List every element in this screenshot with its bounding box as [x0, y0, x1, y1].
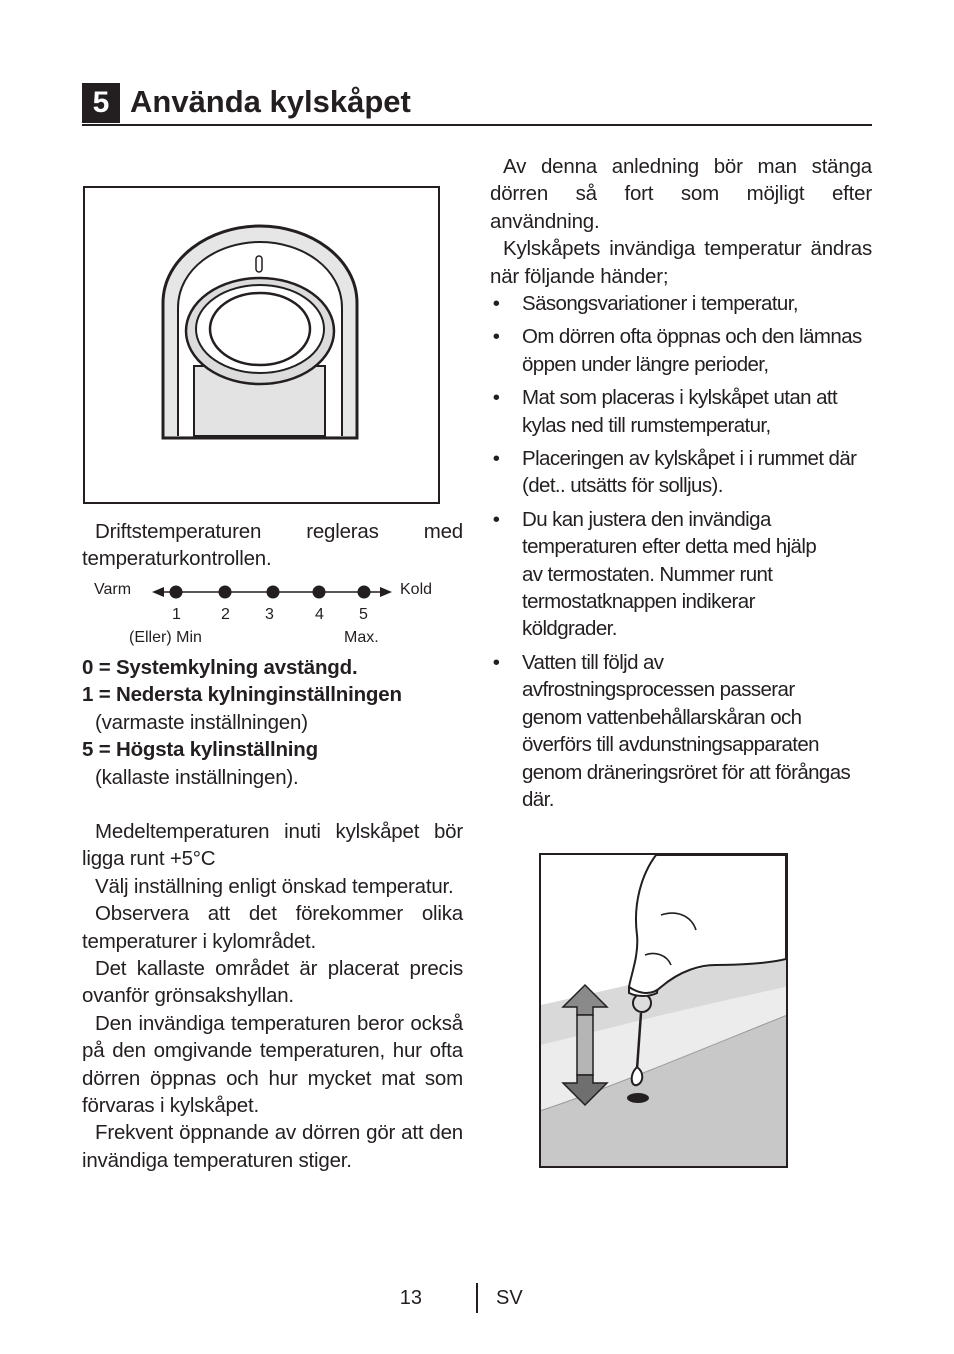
scale-cold-label: Kold: [400, 581, 433, 598]
legend-item-0: 0 = Systemkylning avstängd.: [82, 656, 358, 679]
scale-warm-label: Varm: [94, 581, 132, 598]
scale-dot: [313, 586, 326, 599]
body-paragraph: Medeltemperaturen inuti kylskåpet bör ligga runt +5°C: [82, 820, 463, 871]
bullet-icon: •: [492, 447, 500, 471]
scale-tick: 5: [359, 606, 368, 623]
intro-paragraph: Driftstemperaturen regleras med temperaturkontrollen.: [82, 520, 463, 571]
thermostat-figure: [83, 186, 440, 504]
scale-tick: 4: [315, 606, 324, 623]
bullet-icon: •: [492, 650, 500, 674]
bullet-icon: •: [492, 292, 500, 315]
language-code: SV: [496, 1287, 523, 1309]
bullet-icon: •: [492, 507, 500, 531]
scale-tick: 1: [172, 606, 181, 623]
thermostat-knob-illustration: [85, 188, 438, 502]
left-body-text: [82, 818, 463, 1174]
legend-item-5-sub: (kallaste inställningen).: [95, 765, 299, 789]
list-item: • Säsongsvariationer i temperatur,: [490, 290, 872, 317]
legend-item-5: 5 = Högsta kylinställning: [82, 738, 318, 762]
scale-dot: [219, 586, 232, 599]
setting-legend: [82, 654, 463, 791]
scale-max-label: Max.: [344, 629, 379, 646]
list-item: • Placeringen av kylskåpet i i rummet där (det.. utsätts för solljus).: [490, 445, 872, 500]
drain-cleaning-illustration: [541, 855, 786, 1166]
section-number: 5: [82, 83, 120, 123]
body-paragraph: Den invändiga temperaturen beror också på den omgivande temperaturen, hur ofta dörren öppnas och hur mycket mat som förvaras i kylskåpet.: [82, 1011, 463, 1118]
page-number: 13: [399, 1287, 422, 1309]
section-title: Använda kylskåpet: [130, 84, 411, 119]
body-paragraph: Välj inställning enligt önskad temperatur.: [95, 874, 454, 898]
body-paragraph: Kylskåpets invändiga temperatur ändras när följande händer;: [490, 237, 872, 288]
bullet-icon: •: [492, 386, 500, 410]
scale-dot: [267, 586, 280, 599]
legend-item-1: 1 = Nedersta kylninginställningen: [82, 683, 402, 707]
body-paragraph: Frekvent öppnande av dörren gör att den invändiga temperaturen stiger.: [82, 1121, 463, 1172]
scale-tick: 2: [221, 606, 230, 623]
legend-item-1-sub: (varmaste inställningen): [95, 710, 308, 734]
drain-cleaning-figure: [539, 853, 788, 1168]
arrow-left-icon: [152, 587, 164, 597]
body-paragraph: Av denna anledning bör man stänga dörren så fort som möjligt efter användning.: [490, 155, 872, 233]
list-item: • Du kan justera den invändiga temperaturen efter detta med hjälp av termostaten. Nummer runt termostatknappen indikerar köldgrader.: [490, 506, 872, 643]
bullet-icon: •: [492, 325, 500, 349]
bullet-list: [490, 290, 872, 819]
section-header: [82, 80, 872, 126]
temperature-scale: [82, 578, 463, 650]
body-paragraph: Observera att det förekommer olika temperaturer i kylområdet.: [82, 902, 463, 953]
list-item: • Mat som placeras i kylskåpet utan att kylas ned till rumstemperatur,: [490, 384, 872, 439]
scale-dot: [170, 586, 183, 599]
list-item: • Om dörren ofta öppnas och den lämnas öppen under längre perioder,: [490, 323, 872, 378]
arrow-right-icon: [380, 587, 392, 597]
scale-dot: [358, 586, 371, 599]
body-paragraph: Det kallaste området är placerat precis ovanför grönsakshyllan.: [82, 957, 463, 1008]
scale-min-label: (Eller) Min: [129, 629, 202, 646]
footer-divider: [476, 1283, 478, 1313]
scale-tick: 3: [265, 606, 274, 623]
scale-line: [150, 582, 394, 602]
right-body-text: [490, 153, 872, 290]
list-item: • Vatten till följd av avfrostningsprocessen passerar genom vattenbehållarskåran och överförs till avdunstningsapparaten genom dräneringsröret för att förångas där.: [490, 649, 872, 813]
